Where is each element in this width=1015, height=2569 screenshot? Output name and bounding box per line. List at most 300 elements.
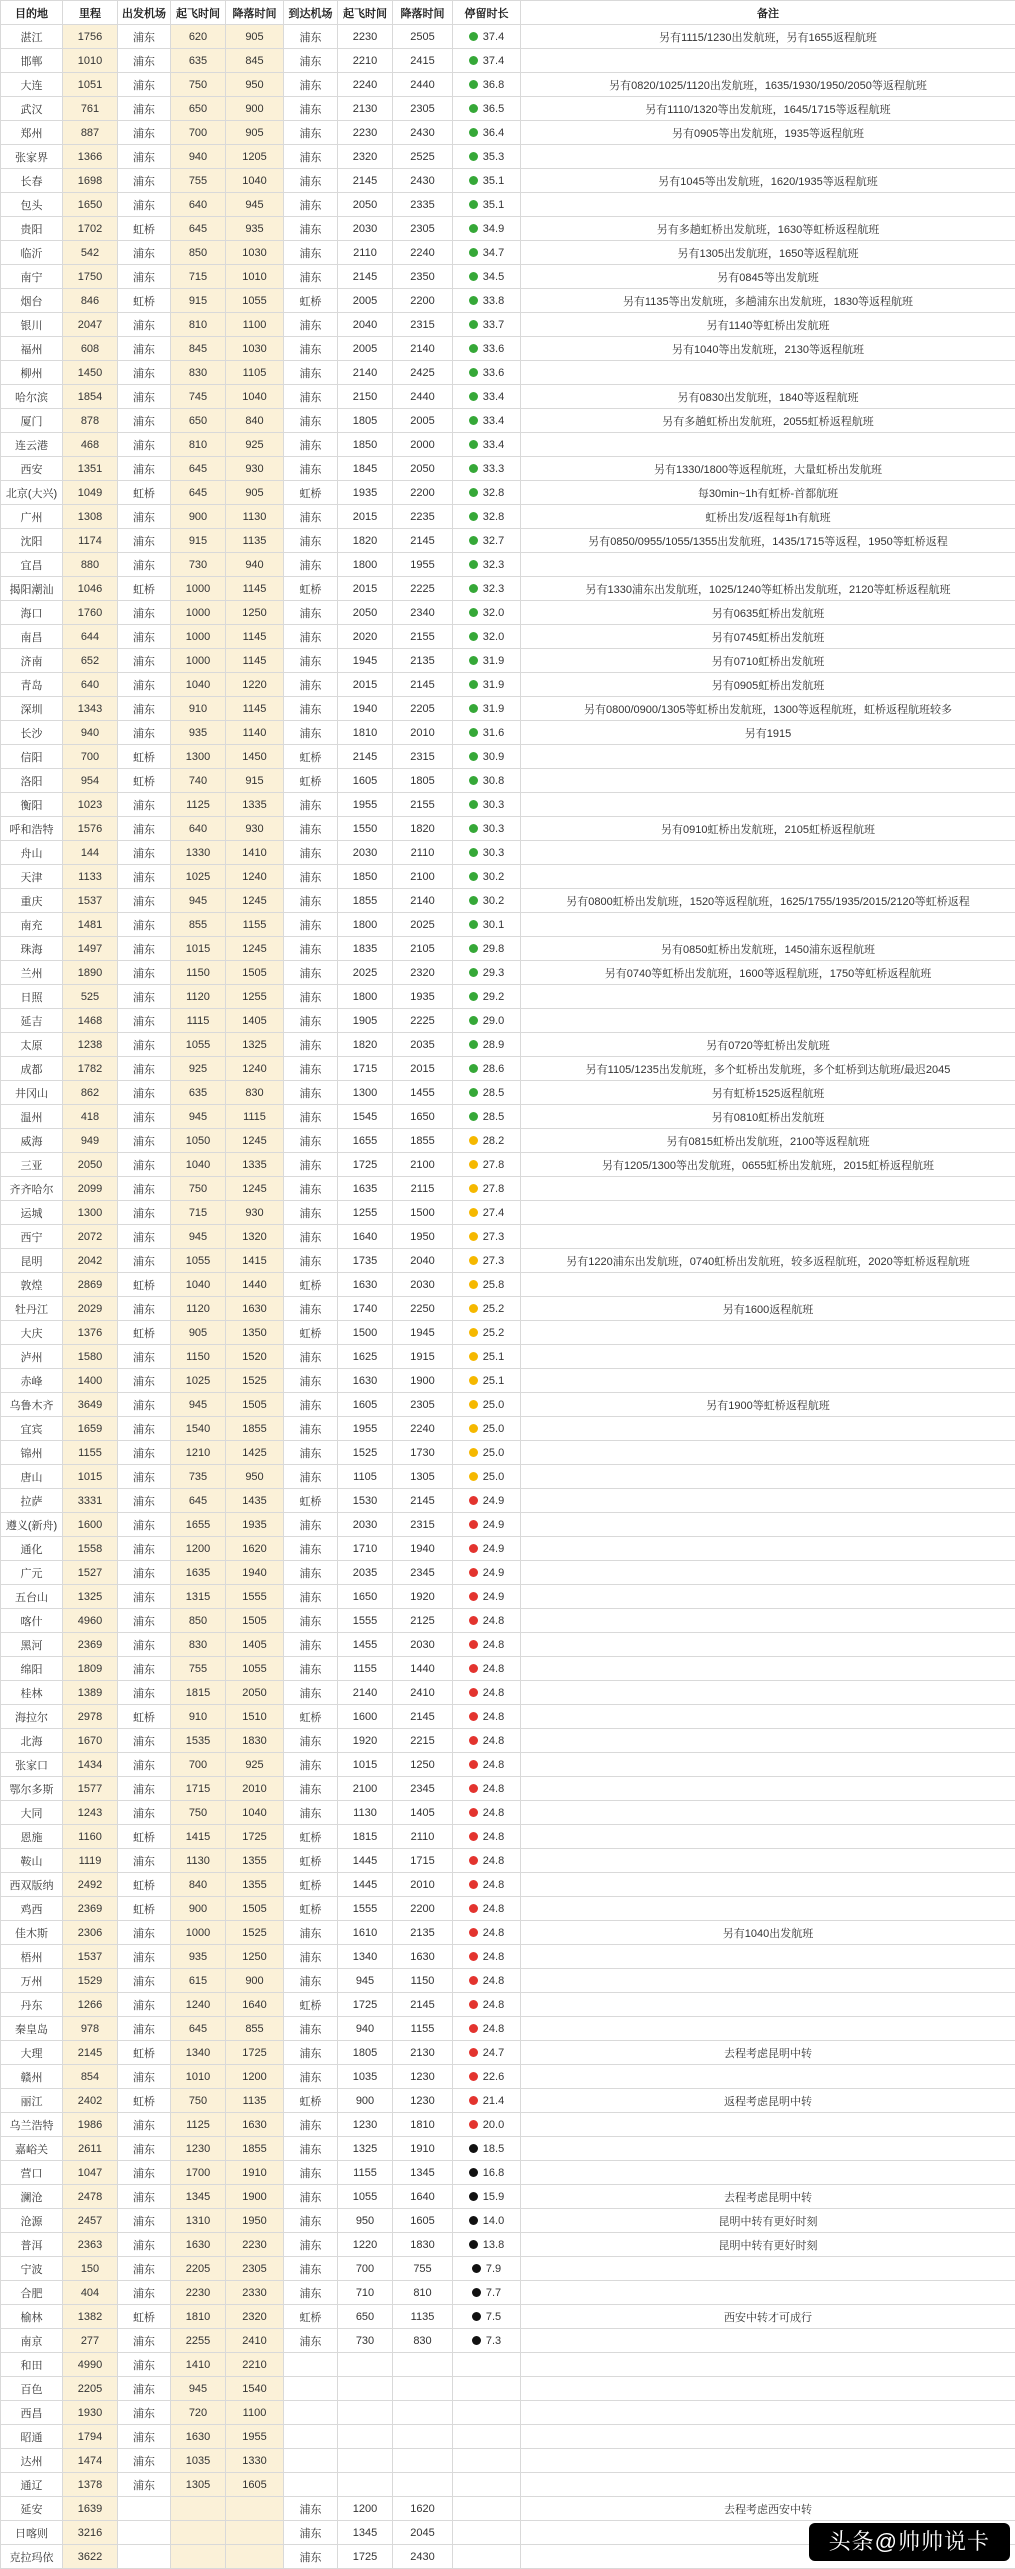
cell-return-takeoff: 2130 bbox=[338, 97, 393, 121]
cell-departure-takeoff: 620 bbox=[171, 25, 226, 49]
cell-mileage: 1010 bbox=[63, 49, 118, 73]
cell-destination: 广州 bbox=[1, 505, 63, 529]
cell-departure-landing: 950 bbox=[226, 73, 284, 97]
table-row bbox=[1, 2473, 1015, 2497]
cell-departure-airport: 浦东 bbox=[118, 2185, 171, 2209]
cell-return-takeoff: 1455 bbox=[338, 1633, 393, 1657]
cell-stay-duration bbox=[453, 289, 521, 313]
table-row bbox=[1, 1441, 1015, 1465]
cell-remark: 每30min~1h有虹桥-首都航班 bbox=[521, 481, 1015, 505]
cell-return-landing: 2145 bbox=[393, 1993, 453, 2017]
cell-remark: 另有1040出发航班 bbox=[521, 1921, 1015, 1945]
cell-arrival-airport: 浦东 bbox=[284, 97, 338, 121]
cell-departure-landing: 1540 bbox=[226, 2377, 284, 2401]
cell-destination: 南京 bbox=[1, 2329, 63, 2353]
stay-indicator-dot bbox=[469, 824, 478, 833]
cell-departure-takeoff: 1345 bbox=[171, 2185, 226, 2209]
cell-mileage: 608 bbox=[63, 337, 118, 361]
table-row bbox=[1, 2137, 1015, 2161]
cell-return-takeoff: 2145 bbox=[338, 169, 393, 193]
cell-return-landing: 2130 bbox=[393, 2041, 453, 2065]
cell-arrival-airport: 浦东 bbox=[284, 2113, 338, 2137]
cell-return-landing: 1935 bbox=[393, 985, 453, 1009]
cell-destination: 柳州 bbox=[1, 361, 63, 385]
cell-return-landing: 2410 bbox=[393, 1681, 453, 1705]
table-row bbox=[1, 985, 1015, 1009]
cell-return-takeoff: 1545 bbox=[338, 1105, 393, 1129]
cell-remark: 西安中转才可成行 bbox=[521, 2305, 1015, 2329]
cell-departure-airport: 浦东 bbox=[118, 2017, 171, 2041]
cell-departure-airport: 虹桥 bbox=[118, 769, 171, 793]
stay-value: 13.8 bbox=[482, 2238, 505, 2251]
cell-return-landing bbox=[393, 2425, 453, 2449]
stay-value: 30.2 bbox=[482, 870, 505, 883]
cell-stay-duration bbox=[453, 649, 521, 673]
cell-return-landing: 2200 bbox=[393, 289, 453, 313]
cell-destination: 齐齐哈尔 bbox=[1, 1177, 63, 1201]
cell-stay-duration bbox=[453, 1105, 521, 1129]
cell-arrival-airport: 浦东 bbox=[284, 1465, 338, 1489]
table-row bbox=[1, 1225, 1015, 1249]
cell-mileage: 1049 bbox=[63, 481, 118, 505]
cell-arrival-airport: 虹桥 bbox=[284, 2089, 338, 2113]
cell-stay-duration bbox=[453, 2401, 521, 2425]
cell-return-takeoff: 2030 bbox=[338, 1513, 393, 1537]
cell-return-takeoff: 730 bbox=[338, 2329, 393, 2353]
cell-remark bbox=[521, 2425, 1015, 2449]
cell-departure-takeoff: 1115 bbox=[171, 1009, 226, 1033]
cell-stay-duration bbox=[453, 1921, 521, 1945]
stay-indicator-dot bbox=[469, 1208, 478, 1217]
cell-remark bbox=[521, 1561, 1015, 1585]
cell-arrival-airport: 浦东 bbox=[284, 1393, 338, 1417]
cell-stay-duration bbox=[453, 2377, 521, 2401]
cell-return-landing: 2155 bbox=[393, 625, 453, 649]
cell-return-landing: 2430 bbox=[393, 2545, 453, 2569]
cell-return-takeoff: 1630 bbox=[338, 1369, 393, 1393]
stay-indicator-dot bbox=[469, 752, 478, 761]
cell-return-landing: 2145 bbox=[393, 529, 453, 553]
cell-mileage: 949 bbox=[63, 1129, 118, 1153]
table-row bbox=[1, 97, 1015, 121]
cell-departure-airport: 浦东 bbox=[118, 865, 171, 889]
cell-destination: 和田 bbox=[1, 2353, 63, 2377]
cell-remark: 另有0910虹桥出发航班，2105虹桥返程航班 bbox=[521, 817, 1015, 841]
cell-arrival-airport: 浦东 bbox=[284, 241, 338, 265]
cell-departure-airport: 浦东 bbox=[118, 121, 171, 145]
stay-value: 31.6 bbox=[482, 726, 505, 739]
stay-indicator-dot bbox=[469, 1472, 478, 1481]
table-row bbox=[1, 1465, 1015, 1489]
cell-departure-takeoff: 925 bbox=[171, 1057, 226, 1081]
cell-arrival-airport: 浦东 bbox=[284, 961, 338, 985]
cell-departure-takeoff: 730 bbox=[171, 553, 226, 577]
cell-mileage: 277 bbox=[63, 2329, 118, 2353]
cell-remark: 另有0745虹桥出发航班 bbox=[521, 625, 1015, 649]
cell-departure-takeoff: 615 bbox=[171, 1969, 226, 1993]
cell-arrival-airport: 浦东 bbox=[284, 817, 338, 841]
cell-destination: 重庆 bbox=[1, 889, 63, 913]
cell-mileage: 1351 bbox=[63, 457, 118, 481]
cell-departure-landing: 1140 bbox=[226, 721, 284, 745]
cell-departure-landing: 925 bbox=[226, 1753, 284, 1777]
table-row bbox=[1, 1681, 1015, 1705]
cell-mileage: 846 bbox=[63, 289, 118, 313]
cell-remark bbox=[521, 1633, 1015, 1657]
cell-departure-landing: 1520 bbox=[226, 1345, 284, 1369]
cell-destination: 宜宾 bbox=[1, 1417, 63, 1441]
cell-arrival-airport: 浦东 bbox=[284, 529, 338, 553]
cell-return-takeoff: 1530 bbox=[338, 1489, 393, 1513]
table-row bbox=[1, 769, 1015, 793]
cell-destination: 海口 bbox=[1, 601, 63, 625]
cell-return-landing: 2235 bbox=[393, 505, 453, 529]
cell-departure-airport: 浦东 bbox=[118, 1993, 171, 2017]
cell-departure-takeoff: 1655 bbox=[171, 1513, 226, 1537]
cell-remark bbox=[521, 1201, 1015, 1225]
cell-mileage: 2478 bbox=[63, 2185, 118, 2209]
cell-mileage: 1160 bbox=[63, 1825, 118, 1849]
stay-indicator-dot bbox=[469, 1352, 478, 1361]
cell-return-takeoff: 710 bbox=[338, 2281, 393, 2305]
cell-return-landing: 1150 bbox=[393, 1969, 453, 1993]
cell-departure-landing: 1555 bbox=[226, 1585, 284, 1609]
cell-arrival-airport: 浦东 bbox=[284, 1921, 338, 1945]
cell-mileage: 1474 bbox=[63, 2449, 118, 2473]
cell-return-landing: 2025 bbox=[393, 913, 453, 937]
cell-destination: 锦州 bbox=[1, 1441, 63, 1465]
cell-departure-takeoff: 700 bbox=[171, 121, 226, 145]
cell-arrival-airport: 浦东 bbox=[284, 1801, 338, 1825]
cell-departure-airport: 浦东 bbox=[118, 505, 171, 529]
cell-departure-landing: 1415 bbox=[226, 1249, 284, 1273]
cell-destination: 贵阳 bbox=[1, 217, 63, 241]
cell-destination: 呼和浩特 bbox=[1, 817, 63, 841]
cell-departure-takeoff: 905 bbox=[171, 1321, 226, 1345]
cell-stay-duration bbox=[453, 2449, 521, 2473]
cell-departure-airport: 浦东 bbox=[118, 1033, 171, 1057]
cell-departure-takeoff: 830 bbox=[171, 361, 226, 385]
cell-departure-takeoff: 640 bbox=[171, 193, 226, 217]
cell-departure-airport: 浦东 bbox=[118, 913, 171, 937]
cell-destination: 南充 bbox=[1, 913, 63, 937]
cell-departure-landing: 940 bbox=[226, 553, 284, 577]
cell-destination: 北海 bbox=[1, 1729, 63, 1753]
cell-departure-landing bbox=[226, 2545, 284, 2569]
cell-mileage: 1468 bbox=[63, 1009, 118, 1033]
cell-destination: 鞍山 bbox=[1, 1849, 63, 1873]
stay-value: 24.8 bbox=[482, 2022, 505, 2035]
table-row bbox=[1, 1969, 1015, 1993]
cell-remark bbox=[521, 2137, 1015, 2161]
cell-return-landing: 2525 bbox=[393, 145, 453, 169]
table-row bbox=[1, 1921, 1015, 1945]
stay-value: 37.4 bbox=[482, 54, 505, 67]
cell-remark bbox=[521, 1465, 1015, 1489]
table-row bbox=[1, 505, 1015, 529]
cell-departure-airport: 浦东 bbox=[118, 409, 171, 433]
cell-return-takeoff: 2050 bbox=[338, 601, 393, 625]
cell-departure-landing: 2230 bbox=[226, 2233, 284, 2257]
stay-value: 33.4 bbox=[482, 414, 505, 427]
cell-stay-duration bbox=[453, 2257, 521, 2281]
cell-remark: 虹桥出发/返程每1h有航班 bbox=[521, 505, 1015, 529]
cell-return-takeoff: 940 bbox=[338, 2017, 393, 2041]
cell-departure-takeoff: 1040 bbox=[171, 1273, 226, 1297]
cell-departure-takeoff: 935 bbox=[171, 1945, 226, 1969]
cell-stay-duration bbox=[453, 217, 521, 241]
cell-destination: 敦煌 bbox=[1, 1273, 63, 1297]
cell-return-takeoff: 1635 bbox=[338, 1177, 393, 1201]
cell-departure-landing: 935 bbox=[226, 217, 284, 241]
cell-remark bbox=[521, 769, 1015, 793]
cell-stay-duration bbox=[453, 49, 521, 73]
cell-departure-landing: 1935 bbox=[226, 1513, 284, 1537]
cell-departure-landing: 1350 bbox=[226, 1321, 284, 1345]
stay-indicator-dot bbox=[469, 440, 478, 449]
cell-stay-duration bbox=[453, 337, 521, 361]
cell-return-takeoff: 1955 bbox=[338, 1417, 393, 1441]
table-row bbox=[1, 1273, 1015, 1297]
table-row bbox=[1, 913, 1015, 937]
cell-return-takeoff: 2025 bbox=[338, 961, 393, 985]
stay-value: 29.8 bbox=[482, 942, 505, 955]
cell-departure-takeoff: 645 bbox=[171, 457, 226, 481]
cell-arrival-airport: 浦东 bbox=[284, 601, 338, 625]
table-row bbox=[1, 1321, 1015, 1345]
cell-departure-takeoff: 2255 bbox=[171, 2329, 226, 2353]
cell-mileage: 468 bbox=[63, 433, 118, 457]
table-row bbox=[1, 337, 1015, 361]
cell-return-takeoff: 1815 bbox=[338, 1825, 393, 1849]
table-row bbox=[1, 433, 1015, 457]
cell-mileage: 1529 bbox=[63, 1969, 118, 1993]
cell-destination: 大同 bbox=[1, 1801, 63, 1825]
cell-mileage: 1537 bbox=[63, 1945, 118, 1969]
cell-departure-airport: 浦东 bbox=[118, 1081, 171, 1105]
table-row bbox=[1, 817, 1015, 841]
cell-remark: 另有1105/1235出发航班，多个虹桥出发航班，多个虹桥到达航班/最迟2045 bbox=[521, 1057, 1015, 1081]
cell-arrival-airport: 浦东 bbox=[284, 361, 338, 385]
stay-indicator-dot bbox=[469, 1376, 478, 1385]
stay-value: 27.3 bbox=[482, 1254, 505, 1267]
cell-return-takeoff: 1800 bbox=[338, 985, 393, 1009]
cell-arrival-airport: 浦东 bbox=[284, 1009, 338, 1033]
cell-return-takeoff: 2230 bbox=[338, 121, 393, 145]
cell-departure-takeoff: 1315 bbox=[171, 1585, 226, 1609]
cell-return-landing: 755 bbox=[393, 2257, 453, 2281]
stay-value: 37.4 bbox=[482, 30, 505, 43]
cell-remark bbox=[521, 1345, 1015, 1369]
cell-remark bbox=[521, 1489, 1015, 1513]
cell-departure-takeoff: 945 bbox=[171, 1393, 226, 1417]
cell-mileage: 1809 bbox=[63, 1657, 118, 1681]
table-row bbox=[1, 1561, 1015, 1585]
cell-mileage: 978 bbox=[63, 2017, 118, 2041]
cell-return-takeoff: 1725 bbox=[338, 1993, 393, 2017]
cell-departure-airport: 浦东 bbox=[118, 1201, 171, 1225]
cell-return-landing bbox=[393, 2449, 453, 2473]
cell-return-landing: 2305 bbox=[393, 217, 453, 241]
stay-value: 27.4 bbox=[482, 1206, 505, 1219]
cell-return-landing: 1730 bbox=[393, 1441, 453, 1465]
stay-indicator-dot bbox=[469, 1760, 478, 1769]
cell-mileage: 1378 bbox=[63, 2473, 118, 2497]
cell-stay-duration bbox=[453, 529, 521, 553]
cell-arrival-airport bbox=[284, 2377, 338, 2401]
stay-indicator-dot bbox=[469, 2168, 478, 2177]
cell-mileage: 1756 bbox=[63, 25, 118, 49]
cell-mileage: 880 bbox=[63, 553, 118, 577]
cell-remark bbox=[521, 1009, 1015, 1033]
cell-destination: 井冈山 bbox=[1, 1081, 63, 1105]
cell-return-landing: 1440 bbox=[393, 1657, 453, 1681]
cell-return-takeoff: 1300 bbox=[338, 1081, 393, 1105]
cell-arrival-airport: 浦东 bbox=[284, 2545, 338, 2569]
table-row bbox=[1, 1945, 1015, 1969]
cell-stay-duration bbox=[453, 1537, 521, 1561]
cell-return-takeoff: 1805 bbox=[338, 409, 393, 433]
cell-return-takeoff: 2145 bbox=[338, 265, 393, 289]
cell-remark: 另有0820/1025/1120出发航班，1635/1930/1950/2050等返程航班 bbox=[521, 73, 1015, 97]
cell-departure-airport: 浦东 bbox=[118, 73, 171, 97]
cell-departure-takeoff: 1120 bbox=[171, 985, 226, 1009]
cell-arrival-airport: 浦东 bbox=[284, 25, 338, 49]
cell-departure-landing: 1240 bbox=[226, 865, 284, 889]
stay-indicator-dot bbox=[469, 776, 478, 785]
cell-remark bbox=[521, 1537, 1015, 1561]
stay-indicator-dot bbox=[469, 1496, 478, 1505]
cell-departure-landing: 1630 bbox=[226, 1297, 284, 1321]
cell-arrival-airport: 浦东 bbox=[284, 793, 338, 817]
stay-value: 24.9 bbox=[482, 1494, 505, 1507]
cell-return-landing: 2240 bbox=[393, 1417, 453, 1441]
cell-stay-duration bbox=[453, 1441, 521, 1465]
cell-mileage: 1238 bbox=[63, 1033, 118, 1057]
cell-departure-landing: 1955 bbox=[226, 2425, 284, 2449]
cell-departure-landing: 1630 bbox=[226, 2113, 284, 2137]
cell-return-landing: 1650 bbox=[393, 1105, 453, 1129]
cell-departure-takeoff: 645 bbox=[171, 217, 226, 241]
table-row bbox=[1, 1849, 1015, 1873]
cell-remark bbox=[521, 2017, 1015, 2041]
cell-return-landing: 2145 bbox=[393, 673, 453, 697]
cell-mileage: 4990 bbox=[63, 2353, 118, 2377]
cell-stay-duration bbox=[453, 433, 521, 457]
cell-destination: 桂林 bbox=[1, 1681, 63, 1705]
cell-destination: 洛阳 bbox=[1, 769, 63, 793]
cell-return-takeoff bbox=[338, 2449, 393, 2473]
cell-return-takeoff: 1740 bbox=[338, 1297, 393, 1321]
cell-departure-takeoff: 1040 bbox=[171, 673, 226, 697]
flight-table-body bbox=[1, 25, 1015, 2569]
cell-stay-duration bbox=[453, 1705, 521, 1729]
cell-return-landing: 2200 bbox=[393, 1897, 453, 1921]
cell-arrival-airport: 浦东 bbox=[284, 1153, 338, 1177]
cell-stay-duration bbox=[453, 601, 521, 625]
cell-return-landing: 2115 bbox=[393, 1177, 453, 1201]
cell-departure-landing: 1510 bbox=[226, 1705, 284, 1729]
cell-mileage: 1243 bbox=[63, 1801, 118, 1825]
cell-departure-landing: 915 bbox=[226, 769, 284, 793]
cell-departure-landing: 1245 bbox=[226, 1129, 284, 1153]
cell-destination: 包头 bbox=[1, 193, 63, 217]
cell-departure-airport: 浦东 bbox=[118, 1249, 171, 1273]
cell-return-landing: 2415 bbox=[393, 49, 453, 73]
cell-return-landing: 2040 bbox=[393, 1249, 453, 1273]
cell-mileage: 1155 bbox=[63, 1441, 118, 1465]
cell-return-landing: 1920 bbox=[393, 1585, 453, 1609]
cell-stay-duration bbox=[453, 1801, 521, 1825]
cell-stay-duration bbox=[453, 1777, 521, 1801]
cell-return-takeoff: 1130 bbox=[338, 1801, 393, 1825]
cell-return-landing: 2155 bbox=[393, 793, 453, 817]
cell-mileage: 1051 bbox=[63, 73, 118, 97]
cell-return-landing: 2100 bbox=[393, 1153, 453, 1177]
cell-stay-duration bbox=[453, 721, 521, 745]
cell-remark bbox=[521, 1945, 1015, 1969]
cell-destination: 长沙 bbox=[1, 721, 63, 745]
cell-mileage: 2145 bbox=[63, 2041, 118, 2065]
cell-mileage: 2306 bbox=[63, 1921, 118, 1945]
stay-value: 32.8 bbox=[482, 486, 505, 499]
cell-arrival-airport: 浦东 bbox=[284, 121, 338, 145]
header-stay-duration: 停留时长 bbox=[453, 1, 521, 25]
cell-destination: 郑州 bbox=[1, 121, 63, 145]
cell-return-takeoff: 1600 bbox=[338, 1705, 393, 1729]
cell-departure-landing: 1205 bbox=[226, 145, 284, 169]
cell-arrival-airport: 虹桥 bbox=[284, 481, 338, 505]
stay-indicator-dot bbox=[469, 320, 478, 329]
cell-return-takeoff: 2050 bbox=[338, 193, 393, 217]
cell-stay-duration bbox=[453, 2041, 521, 2065]
stay-value: 28.9 bbox=[482, 1038, 505, 1051]
cell-departure-landing: 840 bbox=[226, 409, 284, 433]
stay-value: 24.8 bbox=[482, 1710, 505, 1723]
cell-destination: 绵阳 bbox=[1, 1657, 63, 1681]
cell-return-takeoff: 1220 bbox=[338, 2233, 393, 2257]
cell-stay-duration bbox=[453, 121, 521, 145]
stay-indicator-dot bbox=[469, 1808, 478, 1817]
cell-stay-duration bbox=[453, 793, 521, 817]
cell-mileage: 2978 bbox=[63, 1705, 118, 1729]
stay-indicator-dot bbox=[469, 1784, 478, 1793]
cell-arrival-airport: 虹桥 bbox=[284, 745, 338, 769]
cell-return-takeoff: 2150 bbox=[338, 385, 393, 409]
cell-stay-duration bbox=[453, 457, 521, 481]
cell-arrival-airport: 浦东 bbox=[284, 913, 338, 937]
header-departure-takeoff-time: 起飞时间 bbox=[171, 1, 226, 25]
cell-remark bbox=[521, 553, 1015, 577]
stay-indicator-dot bbox=[469, 920, 478, 929]
cell-mileage: 2205 bbox=[63, 2377, 118, 2401]
cell-departure-airport: 虹桥 bbox=[118, 481, 171, 505]
cell-destination: 成都 bbox=[1, 1057, 63, 1081]
stay-value: 31.9 bbox=[482, 702, 505, 715]
cell-mileage: 1400 bbox=[63, 1369, 118, 1393]
stay-value: 35.3 bbox=[482, 150, 505, 163]
stay-value: 24.8 bbox=[482, 1758, 505, 1771]
cell-mileage: 404 bbox=[63, 2281, 118, 2305]
cell-return-landing: 2345 bbox=[393, 1561, 453, 1585]
cell-departure-airport: 虹桥 bbox=[118, 2089, 171, 2113]
table-row bbox=[1, 697, 1015, 721]
cell-return-takeoff: 1905 bbox=[338, 1009, 393, 1033]
cell-mileage: 1750 bbox=[63, 265, 118, 289]
cell-departure-takeoff: 1630 bbox=[171, 2425, 226, 2449]
cell-return-takeoff: 1715 bbox=[338, 1057, 393, 1081]
cell-mileage: 144 bbox=[63, 841, 118, 865]
